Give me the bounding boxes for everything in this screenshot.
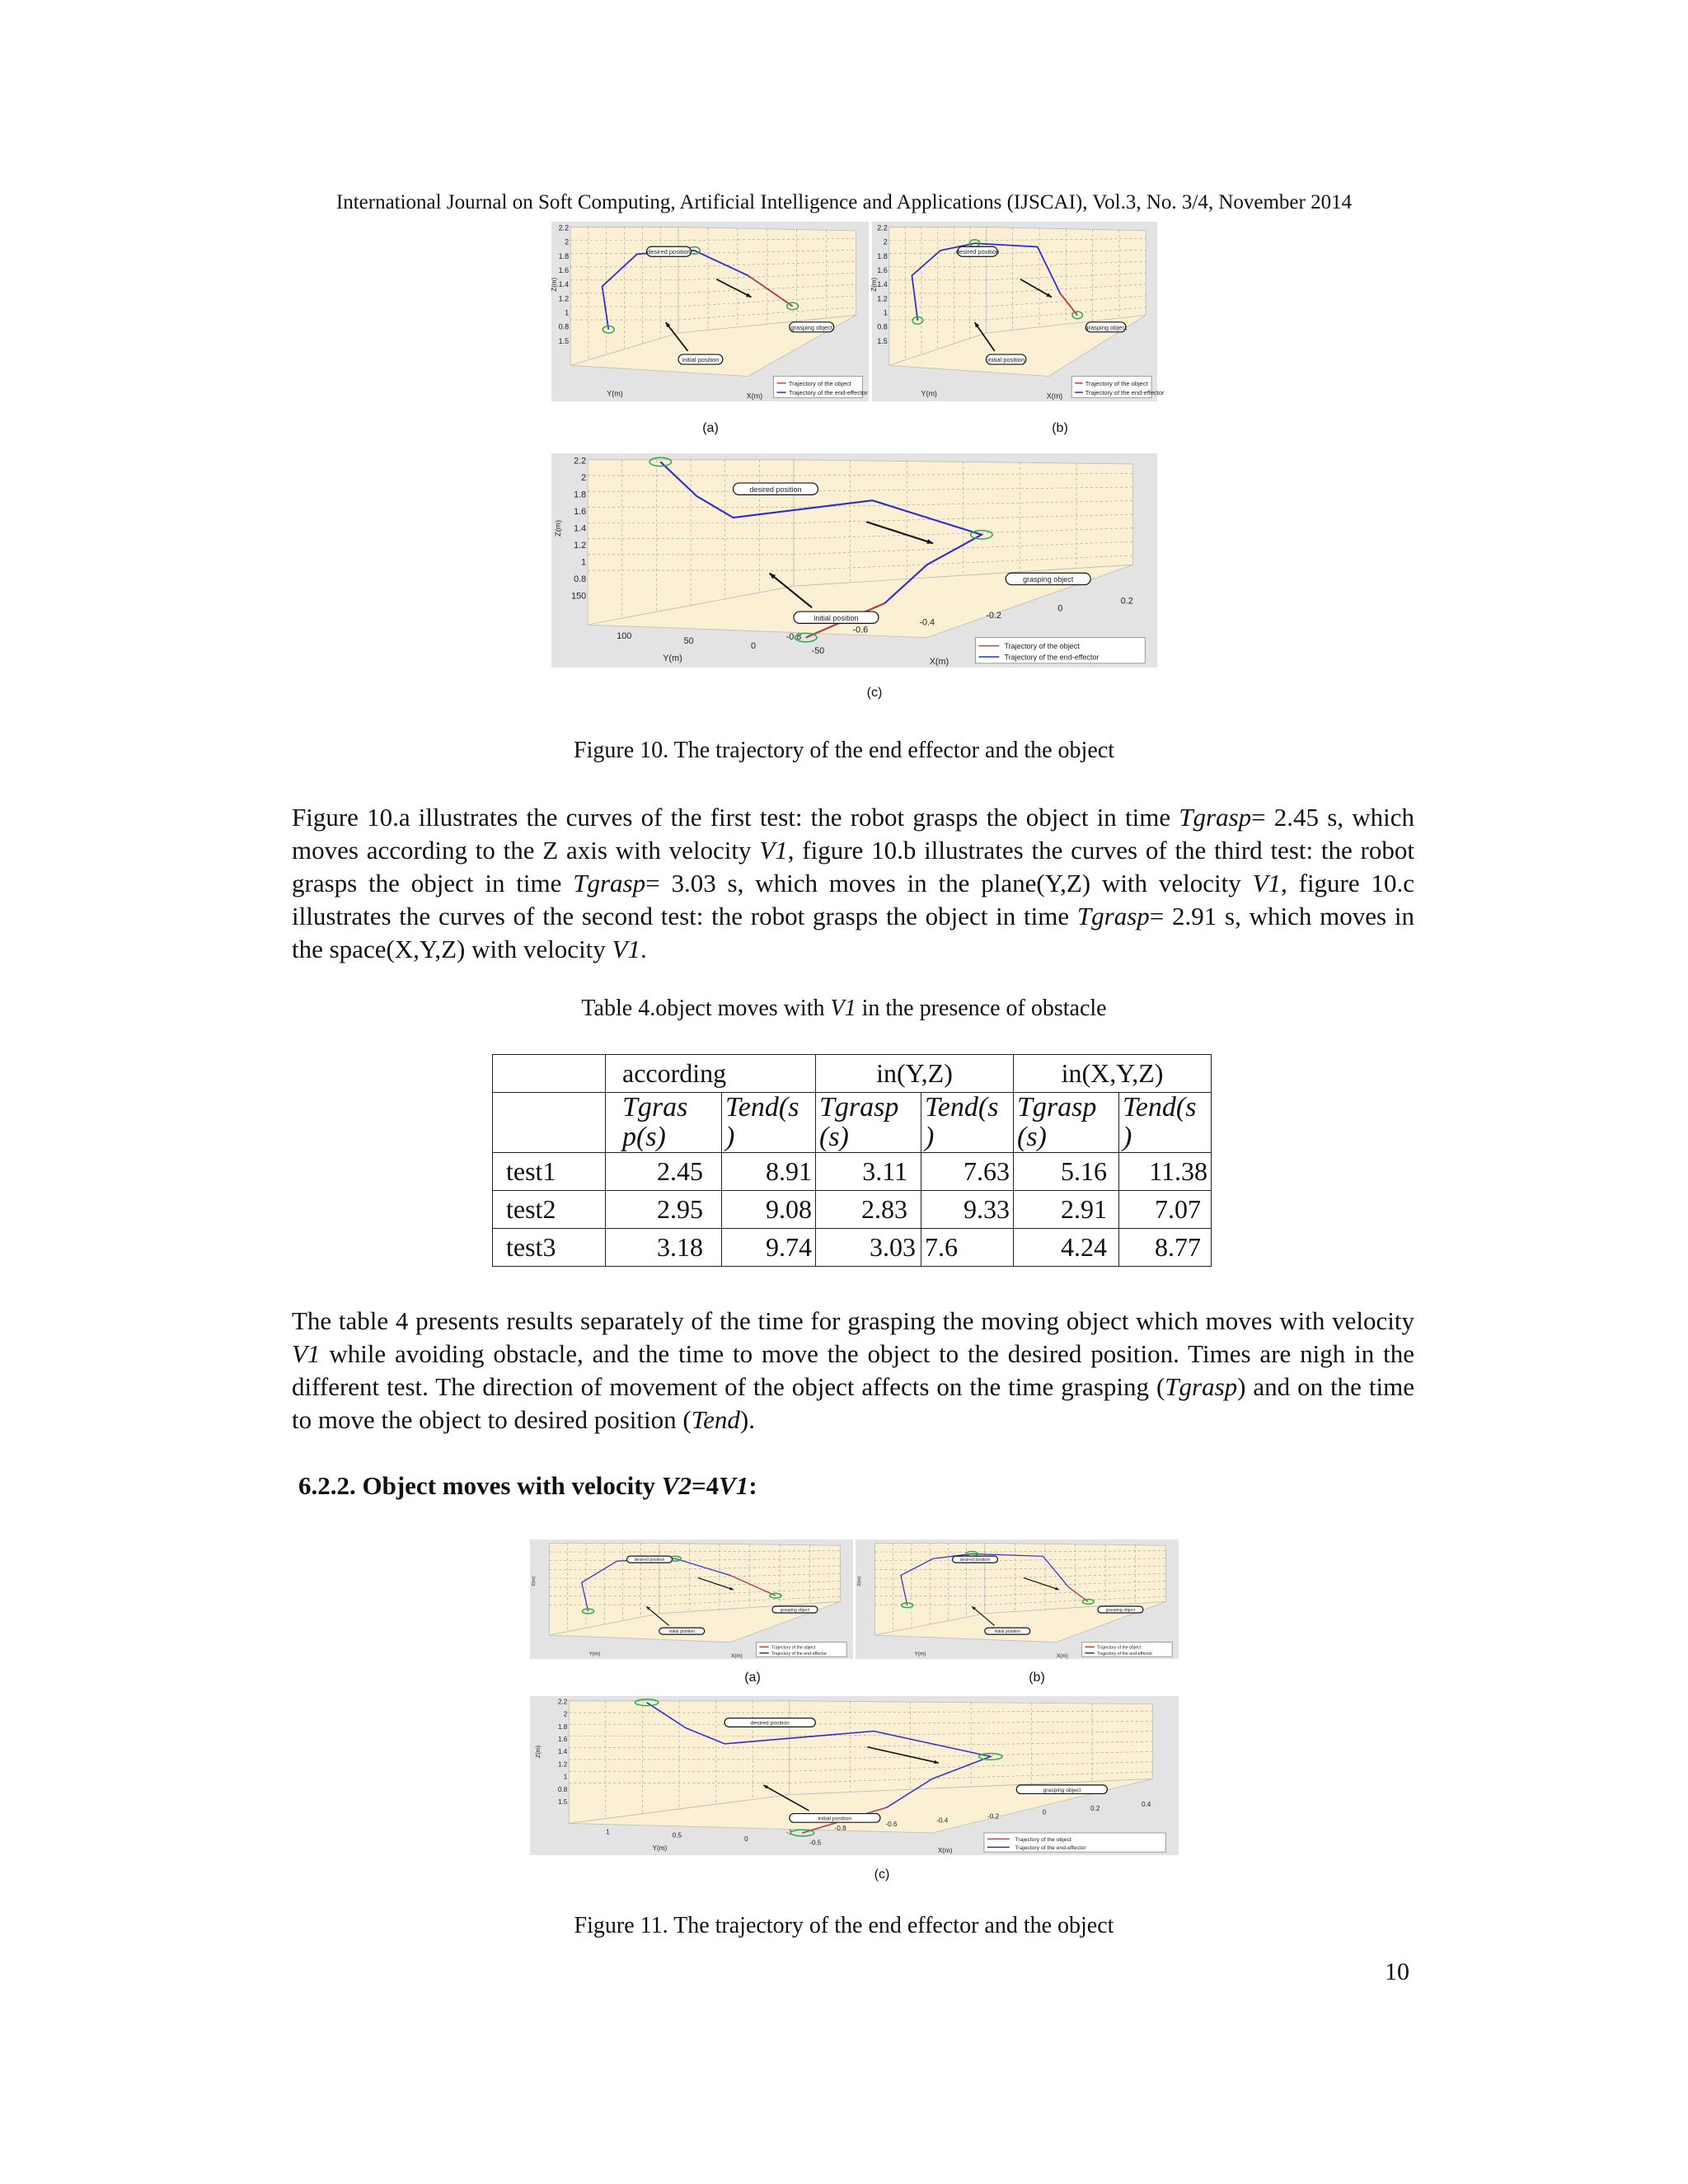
- y-tick-label: -50: [811, 645, 825, 656]
- text-run: V2: [661, 1471, 692, 1500]
- z-tick-label: 1: [565, 308, 570, 317]
- text-run: = 2.91 s, which moves in the space(X,Y,Z) with velocity: [292, 902, 1414, 963]
- z-axis-label: Z(m): [870, 277, 879, 292]
- x-tick-label: 0: [1057, 603, 1063, 614]
- table-group-header: in(Y,Z): [816, 1055, 1014, 1093]
- page-number: 10: [1385, 1958, 1409, 1985]
- annotation-label: initial position: [682, 356, 720, 364]
- table-cell: 2.45: [606, 1153, 722, 1191]
- table-row-name: test1: [493, 1153, 606, 1191]
- z-tick-label: 2: [565, 237, 570, 246]
- legend-label: Trajectory of the object: [1015, 1837, 1071, 1844]
- table-row: [493, 1191, 1212, 1229]
- legend-label: Trajectory of the object: [1097, 1645, 1142, 1651]
- figure-10a-label: (a): [702, 421, 719, 435]
- annotation-label: initial position: [668, 1629, 696, 1635]
- z-tick-label: 1.2: [558, 294, 570, 303]
- legend-label: Trajectory of the end-effector: [1097, 1651, 1153, 1657]
- text-run: Tgrasp: [1165, 1372, 1238, 1401]
- z-tick-label: 1.6: [558, 266, 570, 275]
- text-run: Figure 10.a illustrates the curves of the first test: the robot grasps the object in time: [292, 803, 1179, 832]
- text-run: :: [748, 1471, 757, 1500]
- table-4: [492, 1054, 1212, 1267]
- plot-right-wall: [985, 1543, 1166, 1614]
- table-cell: 8.77: [1119, 1229, 1212, 1267]
- annotation-label: grasping object: [1043, 1787, 1081, 1793]
- z-tick-label: 1: [581, 557, 587, 568]
- legend-label: Trajectory of the end-effector: [771, 1651, 828, 1657]
- figure-11b-label: (b): [1029, 1671, 1045, 1685]
- x-axis-label: X(m): [746, 391, 763, 401]
- y-tick-label: -0.5: [809, 1839, 822, 1847]
- z-tick-label: 1.4: [574, 523, 587, 534]
- figure-10b-plot: [870, 222, 1165, 401]
- y-tick-label: 1: [606, 1828, 610, 1836]
- y-tick-label: 0: [750, 640, 757, 651]
- legend-label: Trajectory of the end-effector: [1015, 1845, 1086, 1852]
- x-tick-label: -1: [786, 1828, 793, 1836]
- text-run: = 2.45 s, which moves according to the Z axis with velocity: [292, 803, 1414, 865]
- figure-11-caption: Figure 11. The trajectory of the end effector and the object: [574, 1913, 1114, 1938]
- annotation-label: initial position: [818, 1816, 852, 1822]
- z-tick-label: 0.8: [574, 574, 587, 584]
- table-subheader: Tend(s ): [921, 1093, 1014, 1153]
- y-tick-label: 0.5: [672, 1831, 682, 1840]
- x-tick-label: -0.2: [987, 1812, 1000, 1821]
- figure-10b-label: (b): [1052, 421, 1068, 435]
- plot-svg: [870, 222, 1165, 401]
- table-4-caption-post: in the presence of obstacle: [856, 996, 1107, 1021]
- z-tick-label: 2.2: [877, 223, 888, 232]
- y-axis-label: Y(m): [914, 1651, 926, 1657]
- x-axis-label: X(m): [937, 1847, 953, 1855]
- x-tick-label: -0.8: [785, 632, 802, 642]
- z-axis-label: Z(m): [531, 1576, 537, 1586]
- x-tick-label: 0.2: [1120, 596, 1133, 607]
- y-tick-label: 100: [617, 631, 632, 642]
- z-tick-label: 2: [581, 473, 587, 484]
- z-tick-label: 2.2: [558, 223, 570, 232]
- z-tick-label: 150: [571, 591, 587, 602]
- annotation-label: desired position: [749, 485, 802, 494]
- x-tick-label: -0.2: [986, 611, 1001, 621]
- z-tick-label: 1.5: [877, 336, 888, 345]
- legend-label: Trajectory of the object: [1004, 642, 1080, 651]
- z-tick-label: 1.4: [557, 1748, 568, 1756]
- annotation-label: desired position: [634, 1558, 665, 1563]
- text-run: The table 4 presents results separately of the time for grasping the moving object which moves with velocity: [292, 1306, 1414, 1335]
- table-cell: 7.07: [1119, 1191, 1212, 1229]
- z-tick-label: 0.8: [557, 1785, 568, 1793]
- y-axis-label: Y(m): [921, 389, 937, 398]
- x-tick-label: -0.4: [919, 617, 935, 628]
- z-tick-label: 1: [563, 1773, 568, 1781]
- annotation-label: desired position: [647, 248, 691, 256]
- text-run: , figure 10.c illustrates the curves of the second test: the robot grasps the object in time: [292, 869, 1414, 930]
- table-cell: 5.16: [1014, 1153, 1119, 1191]
- table-subheader: Tend(s ): [722, 1093, 816, 1153]
- table-row: [493, 1153, 1212, 1191]
- legend-label: Trajectory of the object: [1085, 379, 1148, 387]
- text-run: Tgrasp: [1076, 902, 1150, 930]
- figure-11b-plot: [856, 1540, 1179, 1659]
- annotation-label: desired position: [750, 1720, 790, 1727]
- paragraph-figure-10-description: [292, 801, 1414, 966]
- z-axis-label: Z(m): [550, 277, 558, 292]
- z-tick-label: 1.4: [558, 280, 570, 289]
- z-tick-label: 1.6: [877, 266, 888, 275]
- table-corner-cell: [493, 1093, 606, 1153]
- annotation-label: grasping object: [1105, 1608, 1136, 1613]
- table-cell: 11.38: [1119, 1153, 1212, 1191]
- table-subheader: Tend(s ): [1119, 1093, 1212, 1153]
- z-axis-label: Z(m): [533, 1745, 542, 1759]
- text-run: V1: [612, 935, 640, 963]
- text-run: V1: [719, 1471, 749, 1500]
- table-4-caption-pre: Table 4.object moves with: [581, 996, 831, 1021]
- z-tick-label: 1.8: [877, 251, 888, 260]
- z-tick-label: 1.2: [574, 540, 587, 551]
- annotation-label: grasping object: [1023, 575, 1074, 583]
- text-run: V1: [1252, 869, 1282, 898]
- figure-11a-label: (a): [744, 1671, 761, 1685]
- x-axis-label: X(m): [1057, 1652, 1068, 1659]
- table-header-row: [493, 1055, 1212, 1093]
- y-tick-label: 0: [744, 1835, 748, 1843]
- table-4-caption: [0, 996, 1688, 1022]
- z-tick-label: 1.5: [558, 336, 570, 345]
- y-axis-label: Y(m): [663, 654, 682, 664]
- z-tick-label: 0.8: [558, 322, 570, 331]
- text-run: Tgrasp: [573, 869, 646, 898]
- annotation-label: desired position: [959, 1558, 991, 1563]
- section-heading: [298, 1471, 757, 1501]
- text-run: ) and on the time to move the object to desired position (: [292, 1372, 1414, 1434]
- legend-label: Trajectory of the object: [771, 1645, 816, 1651]
- annotation-label: desired position: [955, 248, 1000, 256]
- annotation-label: grasping object: [790, 323, 833, 331]
- table-group-header: according: [606, 1055, 816, 1093]
- x-tick-label: -0.8: [834, 1824, 846, 1832]
- z-tick-label: 1.8: [558, 251, 570, 260]
- text-run: , figure 10.b illustrates the curves of the third test: the robot grasps the object in time: [292, 836, 1414, 898]
- z-axis-label: Z(m): [554, 519, 564, 537]
- table-cell: 7.63: [921, 1153, 1014, 1191]
- annotation-label: grasping object: [780, 1608, 810, 1613]
- z-tick-label: 1.2: [557, 1760, 568, 1769]
- x-tick-label: 0.2: [1090, 1804, 1100, 1812]
- table-cell: 9.74: [722, 1229, 816, 1267]
- table-cell: 3.11: [816, 1153, 921, 1191]
- table-cell: 9.33: [921, 1191, 1014, 1229]
- x-axis-label: X(m): [1046, 391, 1063, 401]
- plot-svg: [551, 453, 1157, 668]
- running-header: International Journal on Soft Computing, Artificial Intelligence and Applications (IJSCAI), Vol.3, No. 3/4, November 2014: [335, 191, 1353, 213]
- legend-label: Trajectory of the object: [788, 379, 851, 387]
- plot-svg: [530, 1696, 1179, 1855]
- plot-svg: [530, 1540, 853, 1659]
- table-subheader: Tgras p(s): [606, 1093, 722, 1153]
- table-cell: 9.08: [722, 1191, 816, 1229]
- figure-11a-plot: [530, 1540, 853, 1659]
- z-tick-label: 1: [883, 308, 888, 317]
- x-tick-label: 0: [1042, 1808, 1047, 1816]
- z-tick-label: 2.2: [557, 1698, 568, 1706]
- text-run: V1: [759, 836, 788, 865]
- z-tick-label: 1.5: [557, 1797, 568, 1806]
- table-row-name: test3: [493, 1229, 606, 1267]
- z-tick-label: 1.8: [574, 490, 587, 500]
- text-run: ).: [739, 1405, 755, 1434]
- table-4-caption-var: V1: [830, 996, 856, 1021]
- text-run: 6.2.2. Object moves with velocity: [298, 1471, 662, 1500]
- table-group-header: in(X,Y,Z): [1014, 1055, 1212, 1093]
- text-run: V1: [292, 1339, 321, 1368]
- plot-svg: [856, 1540, 1179, 1659]
- text-run: Tend: [691, 1405, 740, 1434]
- table-cell: 3.03: [816, 1229, 921, 1267]
- table-subheader: Tgrasp (s): [1014, 1093, 1119, 1153]
- annotation-label: grasping object: [1085, 323, 1128, 331]
- figure-10a-plot: [551, 222, 869, 401]
- z-tick-label: 0.8: [877, 322, 888, 331]
- figure-10c-plot: [551, 453, 1157, 668]
- table-subheader-row: [493, 1093, 1212, 1153]
- x-tick-label: -0.6: [852, 625, 869, 635]
- y-axis-label: Y(m): [588, 1651, 601, 1657]
- table-row-name: test2: [493, 1191, 606, 1229]
- z-tick-label: 1.8: [557, 1722, 568, 1731]
- annotation-label: initial position: [814, 613, 859, 622]
- table-row: [493, 1229, 1212, 1267]
- legend-label: Trajectory of the end-effector: [1085, 389, 1165, 397]
- table-cell: 8.91: [722, 1153, 816, 1191]
- z-tick-label: 2: [563, 1710, 568, 1718]
- figure-11c-plot: [530, 1696, 1179, 1855]
- x-axis-label: X(m): [929, 657, 950, 668]
- table-cell: 2.83: [816, 1191, 921, 1229]
- figure-10c-label: (c): [866, 686, 883, 700]
- plot-svg: [551, 222, 869, 401]
- z-tick-label: 2.2: [574, 456, 587, 466]
- paragraph-table-4-discussion: [292, 1305, 1414, 1436]
- legend-label: Trajectory of the end-effector: [788, 389, 868, 397]
- annotation-label: initial position: [987, 356, 1025, 364]
- text-run: .: [640, 935, 647, 963]
- z-tick-label: 1.4: [877, 280, 888, 289]
- x-tick-label: 0.4: [1142, 1801, 1151, 1809]
- y-axis-label: Y(m): [652, 1844, 668, 1853]
- text-run: while avoiding obstacle, and the time to move the object to the desired position. Times are nigh in the different test. The direction of movement of the object affects on the time grasping (: [292, 1339, 1414, 1401]
- y-axis-label: Y(m): [607, 389, 623, 398]
- table-cell: 3.18: [606, 1229, 722, 1267]
- x-tick-label: -0.6: [885, 1821, 898, 1829]
- table-cell: 4.24: [1014, 1229, 1119, 1267]
- x-axis-label: X(m): [731, 1652, 743, 1659]
- z-tick-label: 1.6: [574, 507, 587, 518]
- figure-11c-label: (c): [874, 1868, 890, 1882]
- table-corner-cell: [493, 1055, 606, 1093]
- z-tick-label: 1.2: [877, 294, 888, 303]
- z-tick-label: 1.6: [557, 1735, 568, 1743]
- table-cell: 2.95: [606, 1191, 722, 1229]
- annotation-label: initial position: [994, 1629, 1021, 1635]
- text-run: =4: [691, 1471, 720, 1500]
- x-tick-label: -0.4: [936, 1816, 949, 1825]
- plot-right-wall: [659, 1543, 841, 1614]
- y-tick-label: 50: [683, 636, 694, 647]
- table-cell: 2.91: [1014, 1191, 1119, 1229]
- table-cell: 7.6: [921, 1229, 1014, 1267]
- figure-10-caption: Figure 10. The trajectory of the end effector and the object: [574, 738, 1114, 763]
- text-run: Tgrasp: [1179, 803, 1252, 832]
- z-tick-label: 2: [883, 237, 888, 246]
- legend-label: Trajectory of the end-effector: [1004, 653, 1100, 662]
- z-axis-label: Z(m): [856, 1576, 862, 1586]
- table-subheader: Tgrasp (s): [816, 1093, 921, 1153]
- text-run: = 3.03 s, which moves in the plane(Y,Z) with velocity: [645, 869, 1253, 898]
